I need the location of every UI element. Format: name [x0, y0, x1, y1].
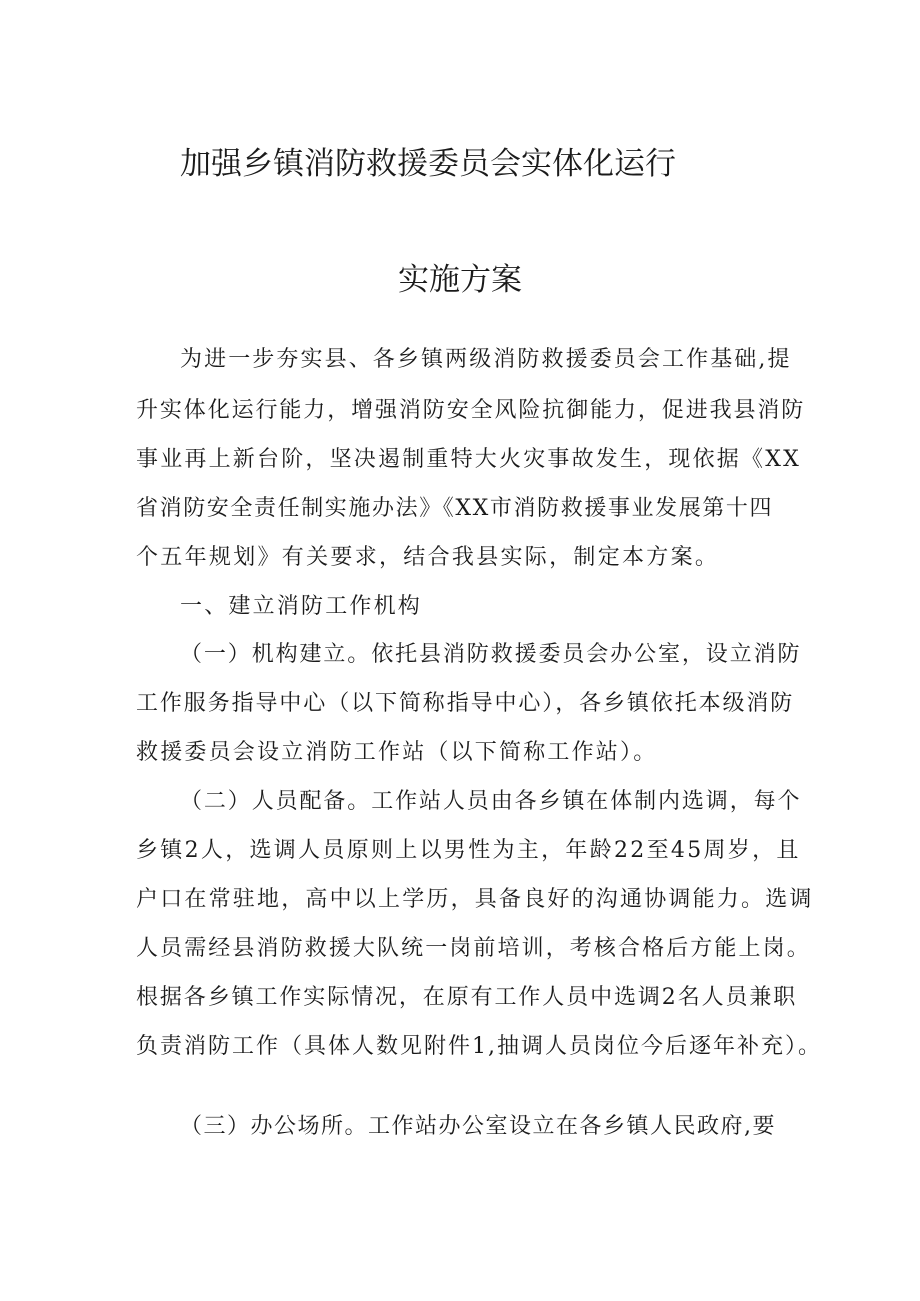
paragraph-1-line-4: 省消防安全责任制实施办法》《XX市消防救援事业发展第十四: [136, 496, 774, 521]
paragraph-2-line-1: （一）机构建立。依托县消防救援委员会办公室，设立消防: [180, 642, 802, 667]
section-1-heading: 一、建立消防工作机构: [180, 594, 423, 619]
paragraph-3-line-6: 负责消防工作（具体人数见附件1,抽调人员岗位今后逐年补充）。: [136, 1034, 822, 1059]
paragraph-4-line-1: （三）办公场所。工作站办公室设立在各乡镇人民政府,要: [180, 1114, 776, 1139]
paragraph-3-line-1: （二）人员配备。工作站人员由各乡镇在体制内选调，每个: [180, 789, 802, 814]
document-title-line-2: 实施方案: [398, 262, 522, 298]
paragraph-2-line-3: 救援委员会设立消防工作站（以下简称工作站）。: [136, 740, 658, 765]
paragraph-3-line-2: 乡镇2人，选调人员原则上以男性为主，年龄22至45周岁，且: [136, 838, 801, 863]
document-title-line-1: 加强乡镇消防救援委员会实体化运行: [180, 146, 676, 182]
paragraph-1-line-1: 为进一步夯实县、各乡镇两级消防救援委员会工作基础,提: [180, 347, 792, 372]
paragraph-1-line-3: 事业再上新台阶，坚决遏制重特大火灾事故发生，现依据《XX: [136, 447, 801, 472]
paragraph-1-line-2: 升实体化运行能力，增强消防安全风险抗御能力，促进我县消防: [136, 398, 806, 423]
paragraph-2-line-2: 工作服务指导中心（以下简称指导中心），各乡镇依托本级消防: [136, 691, 795, 716]
paragraph-3-line-3: 户口在常驻地，高中以上学历，具备良好的沟通协调能力。选调: [136, 887, 814, 912]
paragraph-3-line-4: 人员需经县消防救援大队统一岗前培训，考核合格后方能上岗。: [136, 936, 811, 961]
paragraph-1-line-5: 个五年规划》有关要求，结合我县实际，制定本方案。: [136, 545, 720, 570]
paragraph-3-line-5: 根据各乡镇工作实际情况，在原有工作人员中选调2名人员兼职: [136, 985, 798, 1010]
